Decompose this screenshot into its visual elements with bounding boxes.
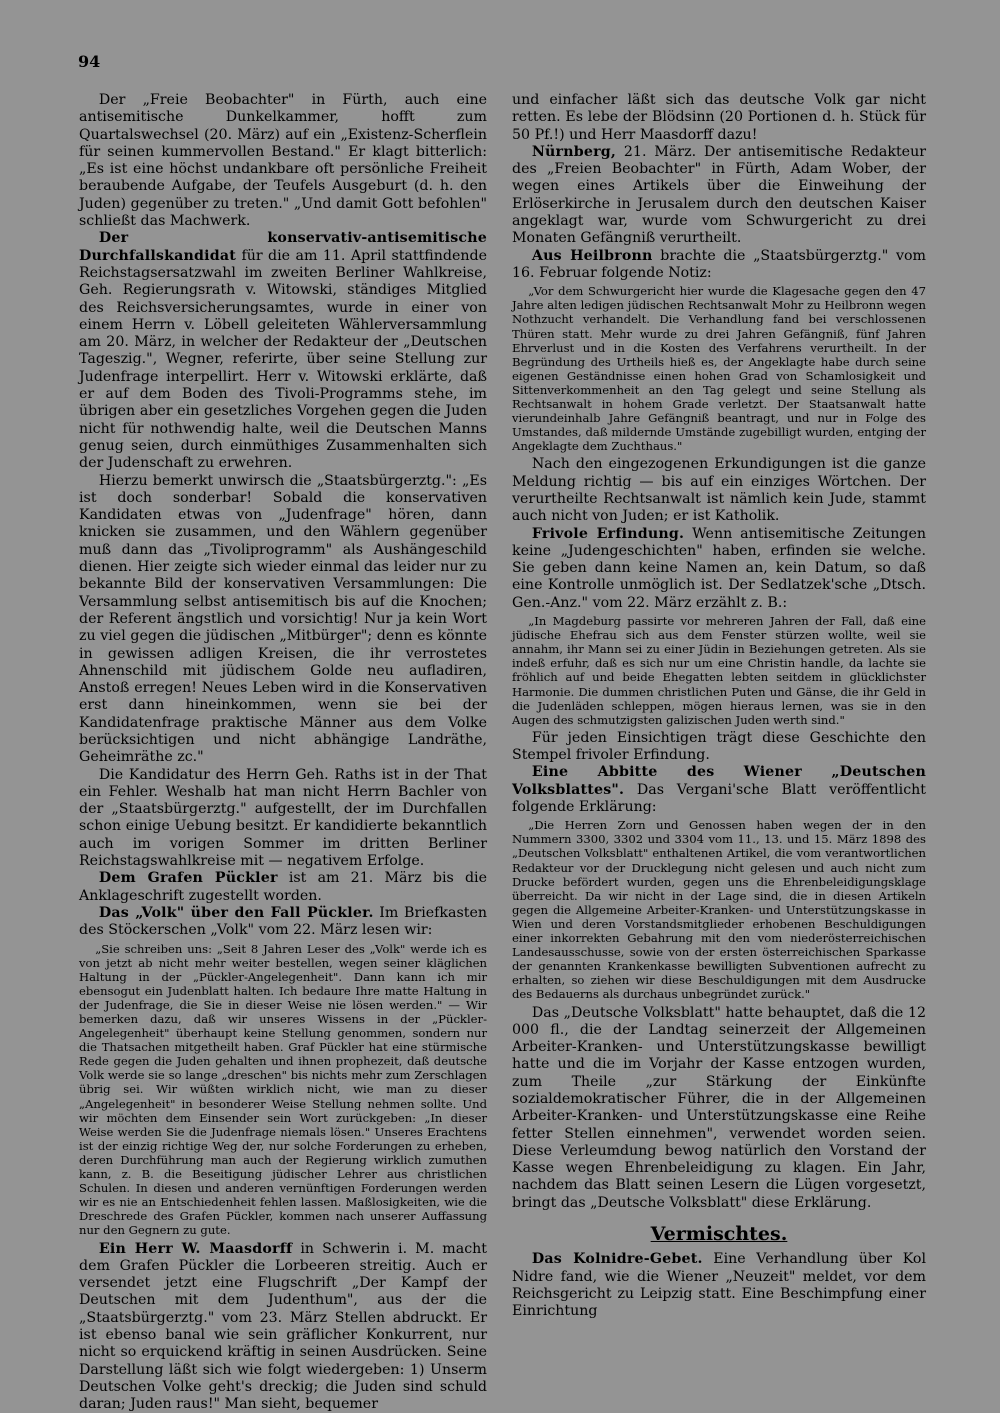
block-quote: „Die Herren Zorn und Genossen haben wegen der in den Nummern 3300, 3302 und 3304 vom 11., 13. und 15. März 1898 des „Deutschen Volksblatt" enthaltenen Artikel, die vom verantwortlichen Redakteur vor der Drucklegung nicht gelesen und auch nicht zum Drucke befördert wurden, gegen uns die Ehrenbeleidigungsklage überreicht. Da wir nicht in der Lage sind, die in diesen Artikeln gegen die Allgemeine Arbeiter-Kranken- und Unterstützungskasse in Wien und deren Vorstandsmitglieder erhobenen Beschuldigungen einer inkorrekten Gebahrung mit den vom niederösterreichischen Landesausschusse, sowie von der ersten österreichischen Sparkasse der genannten Krankenkasse bewilligten Subventionen aufrecht zu erhalten, so ziehen wir diese Beschuldigungen mit dem Ausdrucke des Bedauerns als durchaus unbegründet zurück." bbox=[512, 818, 926, 1002]
paragraph: Das „Deutsche Volksblatt" hatte behauptet, daß die 12 000 fl., die der Landtag seinerzeit der Allgemeinen Arbeiter-Kranken- und Unterstützungskasse bewilligt hatte und die im Vorjahr der Kasse entzogen wurden, zum Theile „zur Stärkung der Einkünfte sozialdemokratischer Führer, die in der Allgemeinen Arbeiter-Kranken- und Unterstützungskasse eine Reihe fetter Stellen einnehmen", verwendet worden seien. Diese Verleumdung bewog natürlich den Vorstand der Kasse wegen Ehrenbeleidigung zu klagen. Ein Jahr, nachdem das Blatt seinen Lesern die Lügen vorgesetzt, bringt das „Deutsche Volksblatt" diese Erklärung. bbox=[512, 1004, 926, 1211]
article-heading: Eine Abbitte des Wiener „Deutschen Volksblattes". bbox=[512, 764, 926, 798]
paragraph bbox=[512, 526, 926, 612]
paragraph: Die Kandidatur des Herrn Geh. Raths ist in der That ein Fehler. Weshalb hat man nicht Herrn Bachler von der „Staatsbürgerztg." aufgestellt, der im Durchfallen schon einige Uebung besitzt. Er kandidierte bekanntlich auch im vorigen Sommer im dritten Berliner Reichstagswahlkreise mit — negativem Erfolge. bbox=[79, 766, 487, 870]
article-text: ist am 21. März bis die Anklageschrift zugestellt worden. bbox=[79, 870, 487, 904]
paragraph bbox=[512, 1251, 926, 1320]
paragraph: Der „Freie Beobachter" in Fürth, auch eine antisemitische Dunkelkammer, hofft zum Quartalswechsel (20. März) auf ein „Existenz-Scherflein für seinen kummervollen Bestand." Er klagt bitterlich: „Es ist eine höchst undankbare oft persönliche Freiheit beraubende Aufgabe, der Teufels Ausgeburt (d. h. den Juden) gegenüber zu treten." „Und damit Gott befohlen" schließt das Machwerk. bbox=[79, 92, 487, 230]
article-text: in Schwerin i. M. macht dem Grafen Pückler die Lorbeeren streitig. Auch er versendet jetzt eine Flugschrift „Der Kampf der Deutschen mit dem Judenthum", aus der die „Staatsbürgerztg." vom 23. März Stellen abdruckt. Er ist ebenso banal wie sein gräflicher Konkurrent, nur nicht so erquickend kräftig in seinen Ausdrücken. Seine Darstellung läßt sich wie folgt wiedergeben: 1) Unserm Deutschen Volke geht's dreckig; die Juden sind schuld daran; Juden raus!" Man sieht, bequemer bbox=[79, 1240, 487, 1413]
article-heading: Frivole Erfindung. bbox=[531, 525, 685, 542]
right-column bbox=[512, 92, 926, 1321]
left-column bbox=[79, 92, 487, 1413]
paragraph: Nach den eingezogenen Erkundigungen ist die ganze Meldung richtig — bis auf ein einziges Wörtchen. Der verurtheilte Rechtsanwalt ist nämlich kein Jude, stammt auch nicht von Juden; er ist Katholik. bbox=[512, 456, 926, 525]
paragraph bbox=[79, 870, 487, 905]
block-quote: „Sie schreiben uns: „Seit 8 Jahren Leser des „Volk" werde ich es von jetzt ab nicht mehr weiter bestellen, wegen seiner kläglichen Haltung in der „Pückler-Angelegenheit". Dann kann ich mir ebensogut ein Judenblatt halten. Ich bedaure Ihre matte Haltung in der Judenfrage, die Sie in dieser Weise nie lösen werden." — Wir bemerken dazu, daß wir unseres Wissens in der „Pückler-Angelegenheit" überhaupt keine Stellung genommen, sondern nur die Thatsachen mitgetheilt haben. Graf Pückler hat eine stürmische Rede gegen die Juden gehalten und ihnen prophezeit, daß deutsche Volk werde sie so lange „dreschen" bis nichts mehr zum Zerschlagen übrig sei. Wir wüßten wirklich nicht, wie man zu dieser „Angelegenheit" in besonderer Weise Stellung nehmen sollte. Und wir möchten dem Einsender sein Wort zurückgeben: „In dieser Weise werden Sie die Judenfrage niemals lösen." Unseres Erachtens ist der einzig richtige Weg der, nur solche Forderungen zu erheben, deren Durchführung man auch der Regierung wirklich zumuthen kann, z. B. die Beseitigung jüdischer Lehrer aus christlichen Schulen. In diesen und anderen vernünftigen Forderungen werden wir es nie an Entschiedenheit fehlen lassen. Maßlosigkeiten, wie die Dreschrede des Grafen Pückler, kommen nach unserer Auffassung nur den Gegnern zu gute. bbox=[79, 941, 487, 1238]
article-text: für die am 11. April stattfindende Reichstagsersatzwahl im zweiten Berliner Wahlkreise, Geh. Regierungsrath v. Witowski, ständiges Mitglied des Reichsversicherungsamtes, wurde in einer von einem Herrn v. Löbell geleiteten Wählerversammlung am 20. März, in welcher der Redakteur der „Deutschen Tageszig.", Wegner, referirte, über seine Stellung zur Judenfrage interpellirt. Herr v. Witowski erklärte, daß er auf dem Boden des Tivoli-Programms stehe, im übrigen aber ein gesetzliches Vorgehen gegen die Juden nicht für nothwendig halte, weil die Deutschen Manns genug seien, durch einmüthiges Zusammenhalten sich der Judenschaft zu erwehren. bbox=[79, 247, 487, 472]
article-text: 21. März. Der antisemitische Redakteur des „Freien Beobachter" in Fürth, Adam Wober, der wegen eines Artikels über die Einweihung der Erlöserkirche in Jerusalem durch den deutschen Kaiser angeklagt war, wurde vom Schwurgericht zu drei Monaten Gefängniß verurtheilt. bbox=[512, 143, 926, 247]
article-heading: Ein Herr W. Maasdorff bbox=[98, 1240, 293, 1257]
section-heading: Vermischtes. bbox=[650, 1223, 788, 1246]
article-text: Eine Verhandlung über Kol Nidre fand, wie die Wiener „Neuzeit" meldet, vor dem Reichsgericht zu Leipzig statt. Eine Beschimpfung einer Einrichtung bbox=[512, 1251, 926, 1320]
block-quote: „Vor dem Schwurgericht hier wurde die Klagesache gegen den 47 Jahre alten ledigen jüdischen Rechtsanwalt Mohr zu Heilbronn wegen Nothzucht verhandelt. Die Verhandlung fand bei verschlossenen Thüren statt. Mehr wurde zu drei Jahren Gefängniß, fünf Jahren Ehrverlust und in die Kosten des Verfahrens verurtheilt. In der Begründung des Urtheils hieß es, der Angeklagte habe durch seine eigenen Geständnisse einen hohen Grad von Schamlosigkeit und Sittenverkommenheit an den Tag gelegt und seine Stellung als Rechtsanwalt in hohem Grade verletzt. Der Staatsanwalt hatte vierundeinhalb Jahre Gefängniß beantragt, und nur in Folge des Umstandes, daß mildernde Umstände zugebilligt wurden, entging der Angeklagte dem Zuchthaus." bbox=[512, 284, 926, 454]
article-heading: Aus Heilbronn bbox=[531, 247, 653, 264]
paragraph: Hierzu bemerkt unwirsch die „Staatsbürgerztg.": „Es ist doch sonderbar! Sobald die konservativen Kandidaten etwas von „Judenfrage" hören, dann knicken sie zusammen, und den Wählern gegenüber muß dann das „Tivoliprogramm" als Aushängeschild dienen. Hier zeigte sich wieder einmal das leider nur zu bekannte Bild der konservativen Versammlungen: Die Versammlung selbst antisemitisch bis auf die Knochen; der Referent ängstlich und vorsichtig! Nur ja kein Wort zu viel gegen die jüdischen „Mitbürger"; denn es könnte in gewissen adligen Kreisen, die ihr verrostetes Ahnenschild mit jüdischem Golde neu aufladiren, Anstoß erregen! Neues Leben wird in die Konservativen erst dann hineinkommen, wenn sie bei der Kandidatenfrage praktische Männer aus dem Volke berücksichtigen und nicht abhängige Landräthe, Geheimräthe zc." bbox=[79, 472, 487, 766]
page-number: 94 bbox=[78, 52, 101, 71]
article-heading: Dem Grafen Pückler bbox=[98, 870, 278, 887]
article-text: Das Vergani'sche Blatt veröffentlicht folgende Erklärung: bbox=[512, 781, 926, 815]
paragraph bbox=[79, 1241, 487, 1413]
article-heading: Nürnberg, bbox=[531, 143, 617, 160]
article-text: Wenn antisemitische Zeitungen keine „Judengeschichten" haben, erfinden sie welche. Sie geben dann keine Namen an, kein Datum, so daß eine Kontrolle unmöglich ist. Der Sedlatzek'sche „Dtsch. Gen.-Anz." vom 22. März erzählt z. B.: bbox=[512, 525, 926, 611]
article-heading: Der konservativ-antisemitische Durchfallskandidat bbox=[79, 230, 487, 264]
block-quote: „In Magdeburg passirte vor mehreren Jahren der Fall, daß eine jüdische Ehefrau sich aus dem Fenster stürzen wollte, weil sie annahm, ihr Mann sei zu einer Jüdin in Beziehungen getreten. Als sie indeß erfuhr, daß es sich nur um eine Christin handle, da lachte sie fröhlich auf und beide Ehegatten lebten seitdem in glücklichster Harmonie. Die dummen christlichen Puten und Gänse, die ihr Geld in die Judenläden schleppen, mögen hieraus lernen, was sie in den Augen des schmutzigsten galizischen Juden werth sind." bbox=[512, 614, 926, 727]
paragraph bbox=[512, 248, 926, 283]
paragraph bbox=[79, 905, 487, 940]
paragraph bbox=[512, 144, 926, 248]
paragraph bbox=[512, 764, 926, 816]
article-heading: Das „Volk" über den Fall Pückler. bbox=[98, 904, 374, 921]
article-text: brachte die „Staatsbürgerztg." vom 16. Februar folgende Notiz: bbox=[512, 247, 926, 281]
article-heading: Das Kolnidre-Gebet. bbox=[531, 1251, 703, 1268]
paragraph bbox=[79, 230, 487, 472]
paragraph: und einfacher läßt sich das deutsche Volk gar nicht retten. Es lebe der Blödsinn (20 Portionen d. h. Stück für 50 Pf.!) und Herr Maasdorff dazu! bbox=[512, 92, 926, 143]
paragraph: Für jeden Einsichtigen trägt diese Geschichte den Stempel frivoler Erfindung. bbox=[512, 729, 926, 764]
article-text: Im Briefkasten des Stöckerschen „Volk" vom 22. März lesen wir: bbox=[79, 904, 487, 939]
